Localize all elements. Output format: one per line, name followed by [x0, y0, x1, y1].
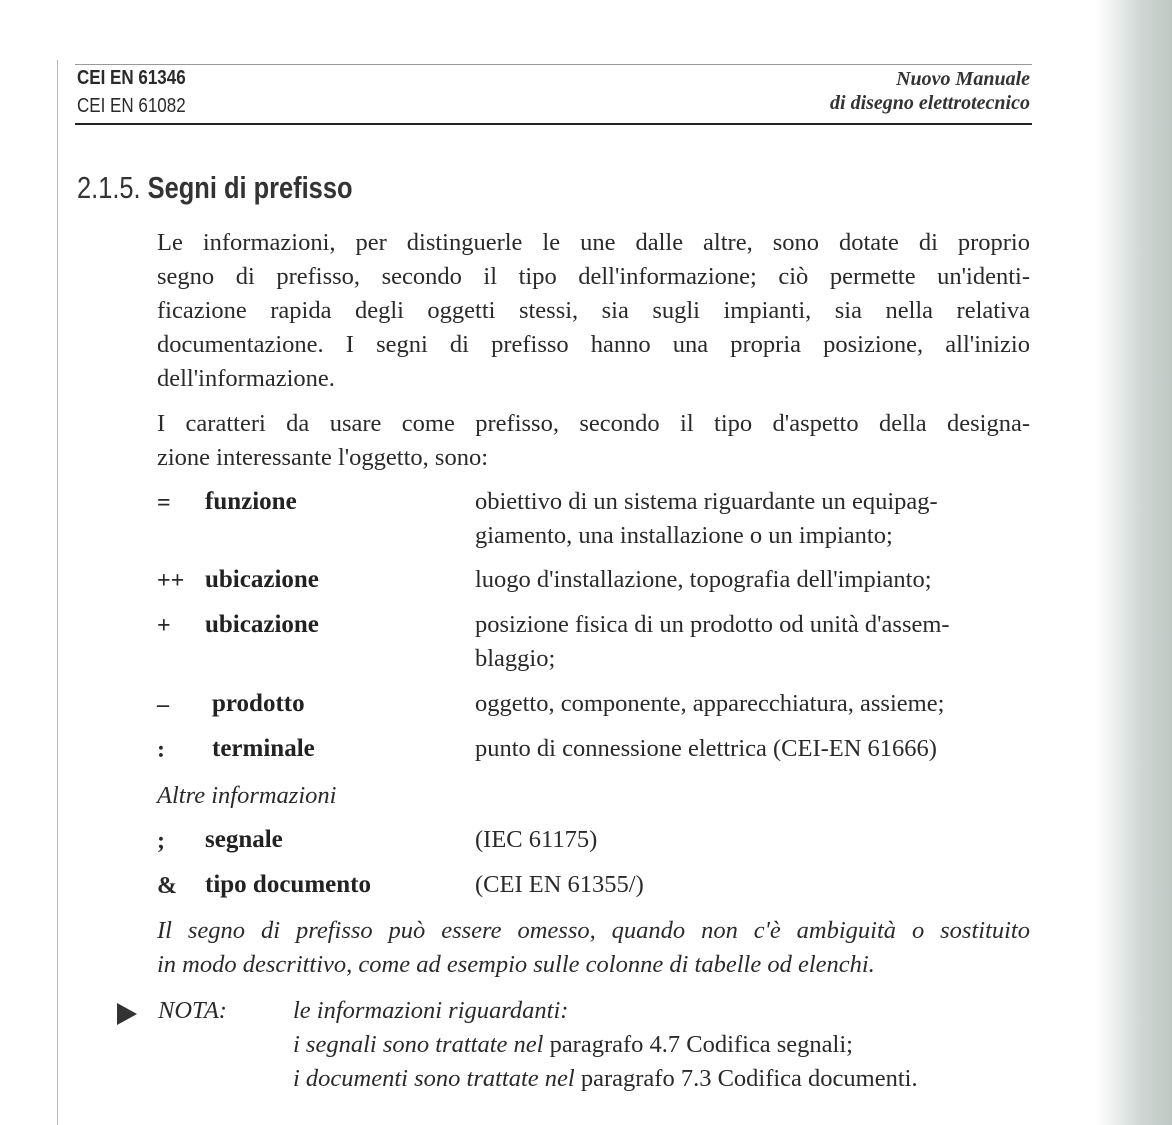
- margin-line: [57, 60, 58, 1125]
- nota-line1: le informazioni riguardanti:: [293, 997, 569, 1024]
- prefix-symbol: &: [157, 873, 177, 899]
- prefix-symbol: +: [157, 613, 171, 639]
- paragraph1-line: Le informazioni, per distinguerle le une dalle altre, sono dotate di proprio: [157, 229, 1030, 256]
- paragraph1-line: segno di prefisso, secondo il tipo dell'informazione; ciò permette un'identi-: [157, 263, 1030, 290]
- header-book-title-2: di disegno elettrotecnico: [830, 92, 1030, 114]
- prefix-desc: blaggio;: [475, 645, 556, 672]
- prefix-symbol: =: [157, 490, 171, 516]
- prefix-desc: giamento, una installazione o un impianto;: [475, 522, 893, 549]
- prefix-term: ubicazione: [205, 566, 319, 593]
- header-standard-2: CEI EN 61082: [77, 95, 186, 117]
- nota-label: NOTA:: [158, 997, 227, 1024]
- paragraph2-line: zione interessante l'oggetto, sono:: [157, 444, 489, 471]
- prefix-term: funzione: [205, 488, 297, 515]
- prefix-term: tipo documento: [205, 871, 371, 898]
- nota-line2-rest: paragrafo 4.7 Codifica segnali;: [543, 1031, 853, 1058]
- italic-note-line: in modo descrittivo, come ad esempio sulle colonne di tabelle od elenchi.: [157, 951, 875, 978]
- nota-line3-italic: i documenti sono trattate nel: [293, 1065, 575, 1092]
- nota-line2: [293, 1030, 1166, 1060]
- paragraph1-line: dell'informazione.: [157, 365, 335, 392]
- section-number: 2.1.5.: [77, 170, 141, 205]
- prefix-desc: obiettivo di un sistema riguardante un equipag-: [475, 488, 938, 515]
- paragraph1-line: documentazione. I segni di prefisso hanno una propria posizione, all'inizio: [157, 331, 1030, 358]
- prefix-desc: luogo d'installazione, topografia dell'impianto;: [475, 566, 932, 593]
- header-standard-1: CEI EN 61346: [77, 67, 186, 89]
- prefix-symbol: ++: [157, 568, 185, 594]
- page-edge-shadow: [1095, 0, 1172, 1125]
- prefix-desc: oggetto, componente, apparecchiatura, assieme;: [475, 690, 945, 717]
- header-bottom-rule: [75, 123, 1032, 125]
- italic-note-line: Il segno di prefisso può essere omesso, quando non c'è ambiguità o sostituito: [157, 917, 1030, 944]
- prefix-desc: punto di connessione elettrica (CEI-EN 61666): [475, 735, 937, 762]
- nota-line3-rest: paragrafo 7.3 Codifica documenti.: [574, 1065, 918, 1092]
- prefix-symbol: :: [157, 737, 165, 763]
- prefix-desc: posizione fisica di un prodotto od unità d'assem-: [475, 611, 950, 638]
- prefix-desc: (IEC 61175): [475, 826, 598, 853]
- header-top-rule: [75, 64, 1032, 65]
- section-title-text: Segni di prefisso: [147, 170, 353, 205]
- note-arrow-icon: [117, 1003, 137, 1025]
- paragraph1-line: ficazione rapida degli oggetti stessi, sia sugli impianti, sia nella relativa: [157, 297, 1030, 324]
- nota-line2-italic: i segnali sono trattate nel: [293, 1031, 544, 1058]
- prefix-desc: (CEI EN 61355/): [475, 871, 644, 898]
- prefix-term: ubicazione: [205, 611, 319, 638]
- other-info-heading: Altre informazioni: [157, 782, 337, 809]
- paragraph2-line: I caratteri da usare come prefisso, secondo il tipo d'aspetto della designa-: [157, 410, 1030, 437]
- nota-line3: [293, 1064, 1166, 1094]
- section-title: [77, 170, 352, 206]
- prefix-symbol: –: [157, 692, 169, 718]
- prefix-term: prodotto: [212, 690, 305, 717]
- prefix-term: segnale: [205, 826, 283, 853]
- prefix-term: terminale: [212, 735, 315, 762]
- prefix-symbol: ;: [157, 828, 165, 854]
- header-book-title-1: Nuovo Manuale: [896, 68, 1030, 90]
